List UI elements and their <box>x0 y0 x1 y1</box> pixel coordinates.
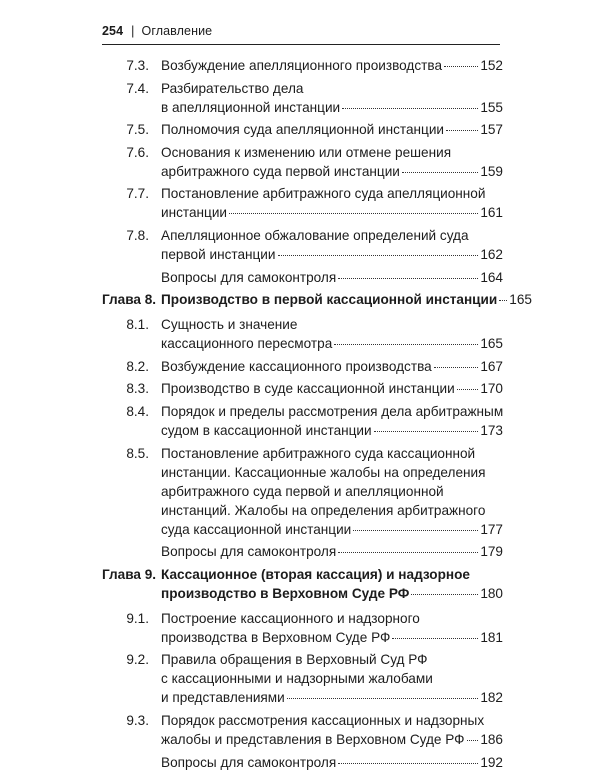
header-separator: | <box>131 24 135 38</box>
dot-leader <box>467 740 479 741</box>
toc-page-number: 165 <box>509 292 532 308</box>
dot-leader <box>499 300 507 301</box>
toc-chapter[interactable] <box>0 565 600 603</box>
toc-entry[interactable] <box>0 609 600 647</box>
toc-entry-number: 8.5. <box>126 445 149 461</box>
toc-entry[interactable] <box>0 650 600 707</box>
toc-entry-text: производства в Верховном Суде РФ <box>161 629 391 645</box>
toc-entry-line: Постановление арбитражного суда кассационной <box>161 445 476 461</box>
toc-entry-last-line <box>161 542 503 561</box>
toc-entry-last-line <box>161 379 503 398</box>
toc-entry[interactable] <box>0 143 600 181</box>
dot-leader <box>434 367 479 368</box>
toc-entry[interactable] <box>0 444 600 539</box>
toc-entry-last-line <box>161 357 503 376</box>
toc-chapter[interactable] <box>0 290 600 309</box>
toc-page-number: 167 <box>480 358 503 374</box>
toc-entry[interactable] <box>0 315 600 353</box>
dot-leader <box>446 130 478 131</box>
toc-entry-line: Построение кассационного и надзорного <box>161 610 420 626</box>
toc-entry-line: инстанции. Кассационные жалобы на определения <box>161 464 486 480</box>
toc-entry-line: с кассационными и надзорными жалобами <box>161 671 433 687</box>
toc-entry-number: 8.3. <box>126 381 149 397</box>
dot-leader <box>334 344 478 345</box>
toc-entry-text: производство в Верховном Суде РФ <box>161 585 410 601</box>
toc-entry[interactable] <box>0 56 600 75</box>
toc-entry-line: Постановление арбитражного суда апелляционной <box>161 186 486 202</box>
toc-entry-last-line <box>161 334 503 353</box>
toc-entry-title <box>161 315 503 353</box>
dot-leader <box>392 638 478 639</box>
toc-entry[interactable] <box>0 711 600 749</box>
toc-entry-number: Глава 8. <box>102 292 157 308</box>
toc-entry-last-line <box>161 730 503 749</box>
toc-page-number: 164 <box>480 269 503 285</box>
toc-entry-line: Кассационное (вторая кассация) и надзорное <box>161 566 470 582</box>
running-title: Оглавление <box>141 24 213 38</box>
dot-leader <box>342 108 478 109</box>
toc-entry-last-line <box>161 421 503 440</box>
table-of-contents <box>0 56 600 775</box>
toc-entry-title <box>161 753 503 772</box>
running-header <box>102 24 212 38</box>
toc-entry-number: 7.6. <box>126 144 149 160</box>
toc-entry-text: Производство в суде кассационной инстанции <box>161 381 455 397</box>
toc-entry-title <box>161 444 503 539</box>
toc-entry-last-line <box>161 753 503 772</box>
toc-entry-text: Возбуждение апелляционного производства <box>161 58 443 73</box>
toc-entry-line: Апелляционное обжалование определений суда <box>161 227 469 243</box>
toc-entry-number: Глава 9. <box>102 566 157 582</box>
toc-entry-number: 9.2. <box>126 652 149 668</box>
dot-leader <box>444 66 478 67</box>
toc-entry-number: 7.4. <box>126 80 149 96</box>
dot-leader <box>278 255 479 256</box>
toc-entry-title <box>161 290 532 309</box>
toc-entry-text: суда кассационной инстанции <box>161 521 352 537</box>
toc-entry-title <box>161 143 503 181</box>
toc-entry-last-line <box>161 290 532 309</box>
toc-page-number: 192 <box>480 754 503 770</box>
toc-entry-title <box>161 357 503 376</box>
toc-entry-title <box>161 609 503 647</box>
toc-entry-line: инстанций. Жалобы на определения арбитражного <box>161 502 486 518</box>
dot-leader <box>338 763 478 764</box>
toc-page-number: 180 <box>480 585 503 601</box>
toc-entry-last-line <box>161 98 503 117</box>
toc-entry-text: Вопросы для самоконтроля <box>161 544 337 560</box>
toc-entry[interactable] <box>0 357 600 376</box>
toc-entry[interactable] <box>0 542 600 561</box>
toc-entry-text: и представлениями <box>161 690 285 706</box>
toc-entry-text: Вопросы для самоконтроля <box>161 269 337 285</box>
toc-entry[interactable] <box>0 226 600 264</box>
page-number: 254 <box>102 24 124 38</box>
toc-entry-title <box>161 711 503 749</box>
toc-entry-last-line <box>161 520 503 539</box>
toc-entry-last-line <box>161 162 503 181</box>
toc-entry-number: 9.1. <box>126 610 149 626</box>
toc-entry-number: 8.2. <box>126 358 149 374</box>
dot-leader <box>338 552 478 553</box>
toc-entry-line: Порядок и пределы рассмотрения дела арбитражным <box>161 403 504 419</box>
toc-entry-line: Основания к изменению или отмене решения <box>161 144 452 160</box>
toc-entry-text: Полномочия суда апелляционной инстанции <box>161 122 445 138</box>
dot-leader <box>353 530 478 531</box>
toc-entry-title <box>161 268 503 287</box>
toc-page-number: 161 <box>480 205 503 221</box>
toc-page-number: 173 <box>480 422 503 438</box>
toc-entry-number: 7.3. <box>126 58 149 73</box>
toc-page-number: 182 <box>480 690 503 706</box>
toc-page-number: 170 <box>480 381 503 397</box>
toc-entry-line: арбитражного суда первой и апелляционной <box>161 483 444 499</box>
toc-entry-text: первой инстанции <box>161 246 276 262</box>
toc-entry-text: кассационного пересмотра <box>161 336 333 352</box>
toc-entry-number: 9.3. <box>126 712 149 728</box>
toc-entry[interactable] <box>0 753 600 772</box>
toc-page-number: 179 <box>480 544 503 560</box>
toc-entry-last-line <box>161 268 503 287</box>
dot-leader <box>457 389 479 390</box>
toc-entry-last-line <box>161 245 503 264</box>
toc-entry-title <box>161 79 503 117</box>
toc-entry-title <box>161 650 503 707</box>
toc-entry-text: Возбуждение кассационного производства <box>161 358 432 374</box>
toc-page-number: 177 <box>480 521 503 537</box>
dot-leader <box>402 172 478 173</box>
toc-entry-text: арбитражного суда первой инстанции <box>161 163 400 179</box>
toc-entry[interactable] <box>0 379 600 398</box>
toc-page-number: 181 <box>480 629 503 645</box>
toc-entry-text: жалобы и представления в Верховном Суде РФ <box>161 731 465 747</box>
toc-entry-title <box>161 56 503 75</box>
toc-entry-title <box>161 226 503 264</box>
toc-entry-title <box>161 542 503 561</box>
toc-entry-text: Производство в первой кассационной инстанции <box>161 292 498 308</box>
dot-leader <box>374 431 479 432</box>
toc-entry[interactable] <box>0 402 600 440</box>
toc-entry-text: судом в кассационной инстанции <box>161 422 372 438</box>
toc-page-number: 162 <box>480 246 503 262</box>
toc-entry-last-line <box>161 56 503 75</box>
toc-entry-title <box>161 379 503 398</box>
toc-entry-title <box>161 402 503 440</box>
toc-page-number: 157 <box>480 122 503 138</box>
toc-entry-number: 7.8. <box>126 227 149 243</box>
toc-page-number: 152 <box>480 58 503 73</box>
toc-entry-title <box>161 120 503 139</box>
toc-entry-last-line <box>161 120 503 139</box>
toc-entry-last-line <box>161 584 503 603</box>
toc-page-number: 165 <box>480 336 503 352</box>
toc-entry[interactable] <box>0 79 600 117</box>
toc-entry[interactable] <box>0 120 600 139</box>
toc-entry-title <box>161 184 503 222</box>
dot-leader <box>411 594 478 595</box>
toc-entry-number: 7.5. <box>126 122 149 138</box>
toc-entry-number: 7.7. <box>126 186 149 202</box>
toc-entry-text: инстанции <box>161 205 228 221</box>
toc-page-number: 155 <box>480 99 503 115</box>
toc-entry-title <box>161 565 503 603</box>
toc-entry-line: Разбирательство дела <box>161 80 304 96</box>
toc-entry-last-line <box>161 628 503 647</box>
toc-page-number: 186 <box>480 731 503 747</box>
toc-entry-number: 8.4. <box>126 403 149 419</box>
toc-entry-line: Сущность и значение <box>161 317 298 333</box>
toc-entry-line: Порядок рассмотрения кассационных и надзорных <box>161 712 485 728</box>
toc-entry[interactable] <box>0 184 600 222</box>
toc-entry-number: 8.1. <box>126 317 149 333</box>
toc-entry-last-line <box>161 688 503 707</box>
dot-leader <box>338 278 478 279</box>
toc-entry-text: в апелляционной инстанции <box>161 99 341 115</box>
dot-leader <box>229 213 478 214</box>
toc-entry-last-line <box>161 203 503 222</box>
toc-entry[interactable] <box>0 268 600 287</box>
toc-entry-text: Вопросы для самоконтроля <box>161 754 337 770</box>
header-rule <box>102 44 500 45</box>
toc-entry-line: Правила обращения в Верховный Суд РФ <box>161 652 428 668</box>
toc-page-number: 159 <box>480 163 503 179</box>
dot-leader <box>287 698 479 699</box>
